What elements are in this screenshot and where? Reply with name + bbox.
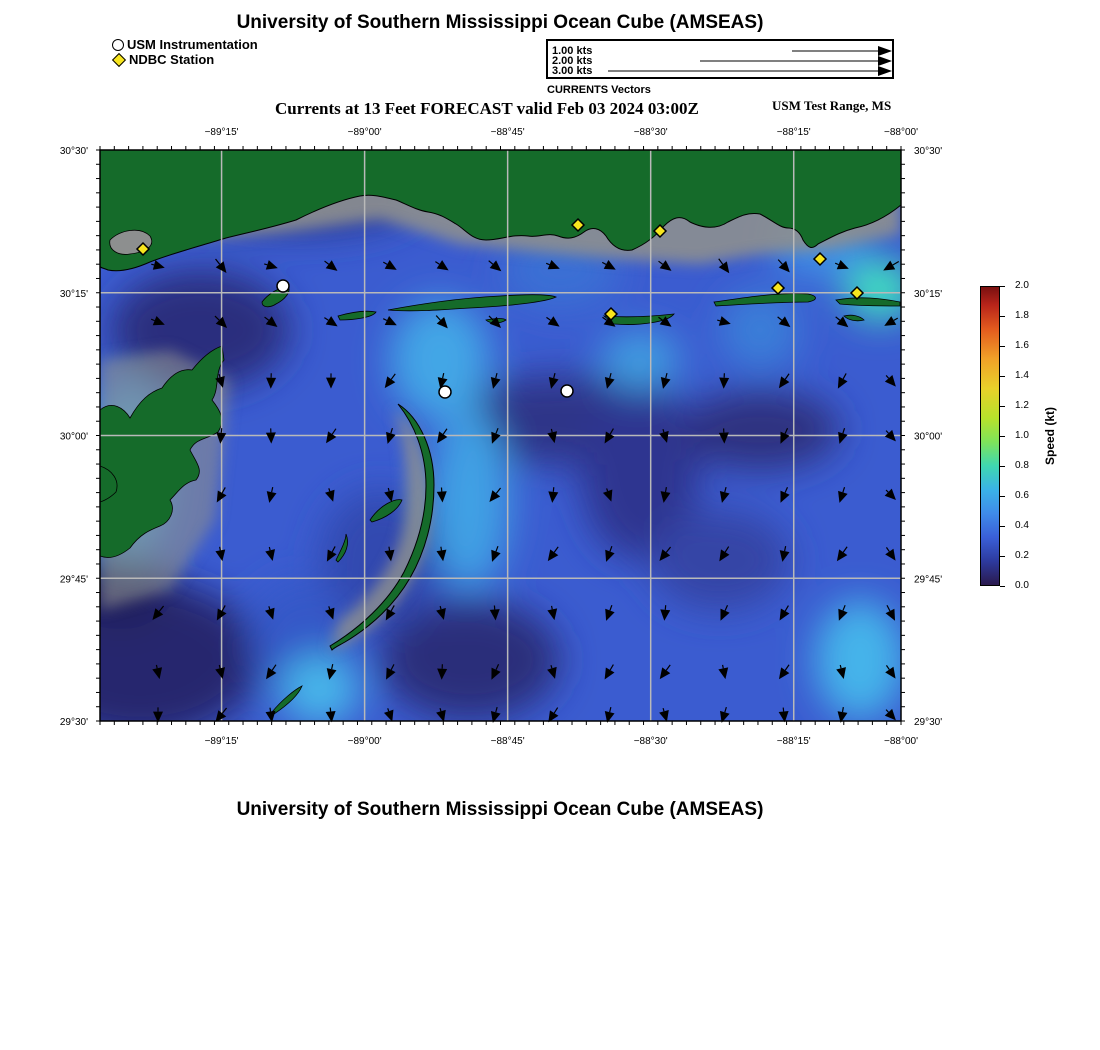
map-field xyxy=(20,150,915,740)
colorbar-tick-label: 1.2 xyxy=(1015,400,1029,411)
colorbar-tick-label: 1.4 xyxy=(1015,370,1029,381)
lat-label-left: 30°15' xyxy=(59,288,88,300)
vector-caption: CURRENTS Vectors xyxy=(547,84,651,96)
lat-label-left: 29°45' xyxy=(59,574,88,586)
speed-colorbar xyxy=(980,286,1000,586)
vector-scale-label-1: 1.00 kts xyxy=(552,45,593,57)
map-title-bottom: University of Southern Mississippi Ocean Cube (AMSEAS) xyxy=(236,799,764,820)
lon-label-top: −88°00' xyxy=(884,127,918,138)
colorbar-tick-label: 0.6 xyxy=(1015,490,1029,501)
lon-label-bottom: −89°15' xyxy=(204,736,239,747)
colorbar-tick-mark xyxy=(1000,466,1005,467)
lon-label-bottom: −89°00' xyxy=(347,736,382,747)
colorbar-tick-label: 2.0 xyxy=(1015,280,1029,291)
colorbar-tick-mark xyxy=(1000,286,1005,287)
colorbar-tick-label: 1.6 xyxy=(1015,340,1029,351)
colorbar-tick-label: 0.8 xyxy=(1015,460,1029,471)
usm-instrument-marker[interactable] xyxy=(277,280,289,292)
lon-label-top: −88°45' xyxy=(490,127,525,138)
colorbar-tick-label: 0.0 xyxy=(1015,580,1029,591)
legend-ndbc-label: NDBC Station xyxy=(129,52,215,67)
usm-instrument-marker[interactable] xyxy=(439,386,451,398)
lon-label-top: −89°15' xyxy=(204,127,239,138)
lat-label-right: 30°00' xyxy=(914,431,943,443)
colorbar-tick-mark xyxy=(1000,316,1005,317)
vector-scale-label-3: 3.00 kts xyxy=(552,65,593,77)
colorbar-tick-mark xyxy=(1000,586,1005,587)
lat-label-left: 29°30' xyxy=(59,717,88,728)
lat-label-left: 30°00' xyxy=(59,431,88,443)
colorbar-tick-mark xyxy=(1000,496,1005,497)
lon-label-bottom: −88°00' xyxy=(884,736,918,747)
lat-label-right: 30°30' xyxy=(914,146,943,157)
colorbar-tick-label: 1.8 xyxy=(1015,310,1029,321)
lat-label-left: 30°30' xyxy=(59,146,88,157)
colorbar-tick-mark xyxy=(1000,376,1005,377)
vector-scale-label-2: 2.00 kts xyxy=(552,55,593,67)
legend-usm-label: USM Instrumentation xyxy=(127,37,258,52)
colorbar-tick-label: 0.4 xyxy=(1015,520,1029,531)
colorbar-tick-mark xyxy=(1000,526,1005,527)
colorbar-tick-mark xyxy=(1000,436,1005,437)
lon-label-top: −88°15' xyxy=(776,127,811,138)
lon-label-bottom: −88°45' xyxy=(490,736,525,747)
colorbar-tick-mark xyxy=(1000,346,1005,347)
usm-instrument-marker[interactable] xyxy=(561,385,573,397)
colorbar-label: Speed (kt) xyxy=(1043,406,1057,466)
region-label: USM Test Range, MS xyxy=(772,98,892,113)
colorbar-tick-mark xyxy=(1000,556,1005,557)
colorbar-tick-label: 1.0 xyxy=(1015,430,1029,441)
lat-label-right: 29°30' xyxy=(914,717,943,728)
forecast-subtitle: Currents at 13 Feet FORECAST valid Feb 03 2024 03:00Z xyxy=(275,99,699,118)
lon-label-bottom: −88°15' xyxy=(776,736,811,747)
lat-label-right: 29°45' xyxy=(914,574,943,586)
colorbar-tick-label: 0.2 xyxy=(1015,550,1029,561)
lon-label-top: −88°30' xyxy=(633,127,668,138)
colorbar-tick-mark xyxy=(1000,406,1005,407)
lat-label-right: 30°15' xyxy=(914,288,943,300)
map-title: University of Southern Mississippi Ocean Cube (AMSEAS) xyxy=(236,12,764,33)
lon-label-top: −89°00' xyxy=(347,127,382,138)
lon-label-bottom: −88°30' xyxy=(633,736,668,747)
